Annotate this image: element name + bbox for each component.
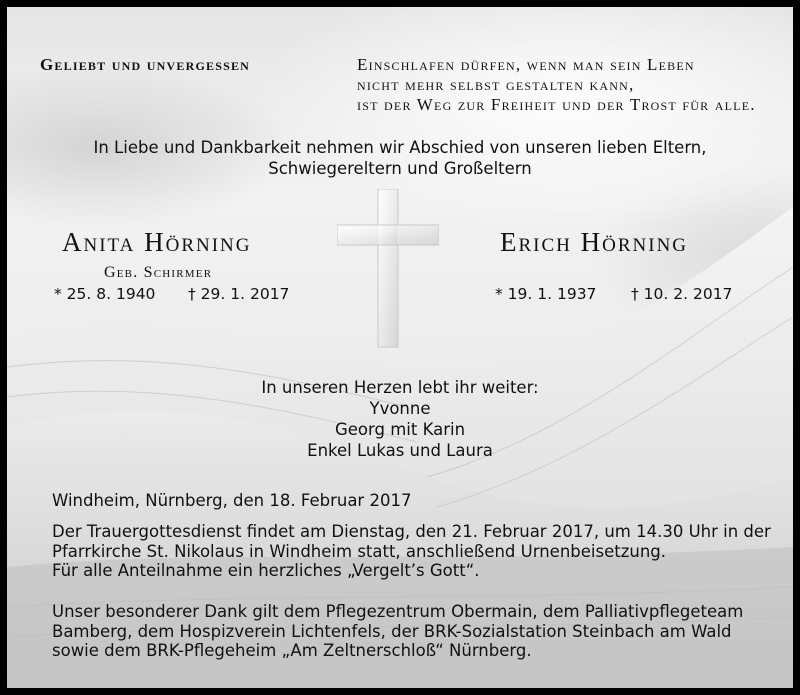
thanks-line: Unser besonderer Dank gilt dem Pflegezentrum Obermain, dem Palliativpflegeteam [52, 602, 744, 621]
poem-line: Einschlafen dürfen, wenn man sein Leben [357, 55, 695, 74]
person2-death: † 10. 2. 2017 [631, 285, 733, 303]
mourners-heading: In unseren Herzen lebt ihr weiter: [261, 378, 539, 397]
poem [357, 55, 756, 115]
poem-line: ist der Weg zur Freiheit und der Trost für alle. [357, 95, 756, 114]
thanks-info [52, 602, 772, 661]
intro-text [7, 137, 793, 179]
service-line: Für alle Anteilnahme ein herzliches „Vergelt’s Gott“. [52, 561, 480, 580]
person2-birth: * 19. 1. 1937 [495, 285, 597, 303]
person1-death: † 29. 1. 2017 [188, 285, 290, 303]
mourner: Georg mit Karin [334, 420, 466, 439]
mourner: Yvonne [369, 399, 431, 418]
service-line: Der Trauergottesdienst findet am Dienstag, den 21. Februar 2017, um 14.30 Uhr in der [52, 522, 771, 541]
poem-line: nicht mehr selbst gestalten kann, [357, 75, 635, 94]
intro-line: In Liebe und Dankbarkeit nehmen wir Abschied von unseren lieben Eltern, [93, 138, 707, 157]
person1-maiden-name: Geb. Schirmer [104, 264, 213, 281]
thanks-line: sowie dem BRK-Pflegeheim „Am Zeltnerschloß“ Nürnberg. [52, 641, 532, 660]
motto-left: Geliebt und unvergessen [40, 55, 251, 74]
person1-name: Anita Hörning [62, 227, 252, 257]
cross-icon [337, 189, 439, 349]
intro-line: Schwiegereltern und Großeltern [268, 159, 532, 178]
thanks-line: Bamberg, dem Hospizverein Lichtenfels, der BRK-Sozialstation Steinbach am Wald [52, 621, 732, 641]
person1-birth: * 25. 8. 1940 [54, 285, 156, 303]
person2-name: Erich Hörning [500, 227, 689, 257]
mourners-block [7, 377, 793, 461]
place-date: Windheim, Nürnberg, den 18. Februar 2017 [52, 491, 412, 510]
mourner: Enkel Lukas und Laura [307, 441, 493, 460]
service-info [52, 522, 772, 581]
service-line: Pfarrkirche St. Nikolaus in Windheim statt, anschließend Urnenbeisetzung. [52, 541, 667, 561]
